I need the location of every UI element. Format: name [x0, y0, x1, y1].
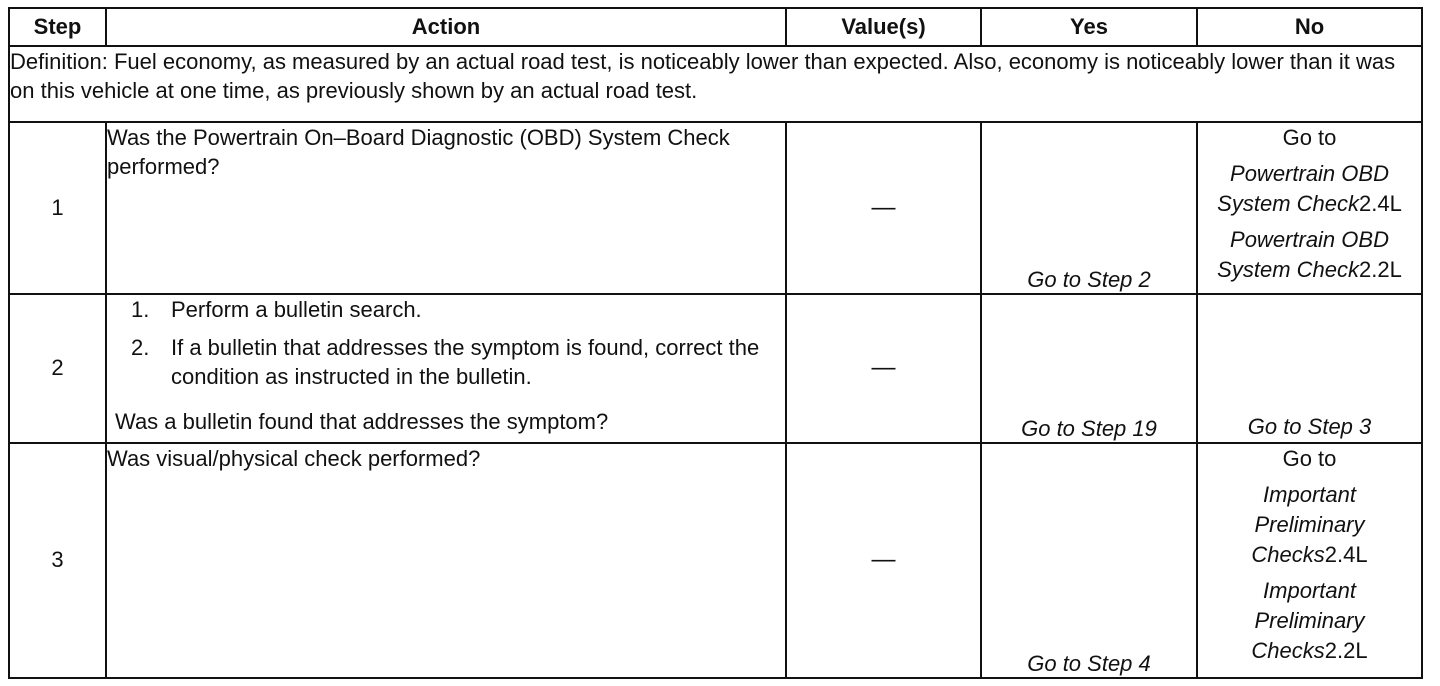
definition-row — [9, 46, 1422, 122]
no-cell — [1197, 122, 1422, 294]
value-cell: — — [786, 294, 981, 443]
no-link-2-4l[interactable]: Important Preliminary Checks2.4L — [1251, 481, 1368, 567]
yes-link[interactable]: Go to Step 2 — [981, 122, 1197, 294]
no-goto-label: Go to — [1282, 125, 1337, 151]
no-link-2-4l[interactable]: Powertrain OBD System Check2.4L — [1217, 161, 1402, 217]
value-cell: — — [786, 443, 981, 679]
action-question: Was a bulletin found that addresses the symptom? — [115, 408, 609, 434]
header-values: Value(s) — [786, 8, 981, 46]
value-cell: — — [786, 122, 981, 294]
no-link-2-2l[interactable]: Powertrain OBD System Check2.2L — [1217, 227, 1402, 283]
list-item: 2. If a bulletin that addresses the symptom is found, correct the condition as instructed in the bulletin. — [131, 334, 760, 389]
step-number: 1 — [9, 122, 106, 294]
no-cell — [1197, 443, 1422, 679]
header-row — [9, 8, 1422, 46]
diagnostic-table — [8, 7, 1423, 679]
header-no: No — [1197, 8, 1422, 46]
action-text: Was visual/physical check performed? — [106, 443, 786, 679]
yes-link[interactable]: Go to Step 4 — [981, 443, 1197, 679]
yes-link[interactable]: Go to Step 19 — [981, 294, 1197, 443]
header-action: Action — [106, 8, 786, 46]
no-goto-label: Go to — [1282, 445, 1337, 471]
table-row — [9, 443, 1422, 679]
table-row — [9, 122, 1422, 294]
action-cell — [106, 294, 786, 443]
step-number: 3 — [9, 443, 106, 679]
no-link-2-2l[interactable]: Important Preliminary Checks2.2L — [1251, 577, 1368, 663]
step-number: 2 — [9, 294, 106, 443]
no-link[interactable]: Go to Step 3 — [1197, 294, 1422, 443]
header-yes: Yes — [981, 8, 1197, 46]
definition-text: Definition: Fuel economy, as measured by an actual road test, is noticeably lower than expected. Also, economy is noticeably lower than it was on this vehicle at one time, as previously shown by an actual road test. — [9, 46, 1422, 122]
list-item: 1. Perform a bulletin search. — [131, 296, 422, 322]
action-text: Was the Powertrain On–Board Diagnostic (OBD) System Check performed? — [106, 122, 786, 294]
table-row — [9, 294, 1422, 443]
action-steps-list — [107, 295, 785, 391]
header-step: Step — [9, 8, 106, 46]
